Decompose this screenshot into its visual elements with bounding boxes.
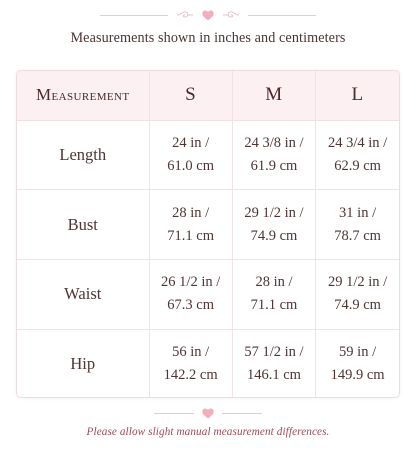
cell-inches: 24 3/8 in /	[244, 134, 304, 151]
cell-waist-l	[316, 259, 399, 329]
header-size-m: M	[232, 71, 315, 120]
size-chart-table	[17, 71, 399, 398]
cell-cm: 146.1 cm	[247, 367, 301, 384]
cell-bust-l	[316, 190, 399, 260]
heart-icon	[202, 10, 214, 21]
cell-inches: 56 in /	[172, 344, 210, 361]
cell-cm: 62.9 cm	[334, 157, 381, 174]
cell-hip-s	[149, 329, 232, 398]
cell-inches: 26 1/2 in /	[161, 274, 221, 291]
swirl-right-icon	[222, 9, 240, 21]
top-ornament	[0, 6, 416, 24]
cell-length-m	[232, 120, 315, 190]
cell-length-l	[316, 120, 399, 190]
cell-inches: 31 in /	[339, 204, 377, 221]
row-label-length: Length	[17, 120, 149, 190]
cell-inches: 59 in /	[339, 344, 377, 361]
row-label-waist: Waist	[17, 259, 149, 329]
cell-inches: 28 in /	[172, 204, 210, 221]
cell-inches: 29 1/2 in /	[327, 274, 388, 291]
header-size-s: S	[149, 71, 232, 120]
table-row	[17, 259, 399, 329]
ornament-line-left	[100, 15, 168, 16]
cell-waist-s	[149, 259, 232, 329]
row-label-hip: Hip	[17, 329, 149, 398]
cell-cm: 61.9 cm	[250, 157, 298, 174]
cell-inches: 24 in /	[172, 134, 210, 151]
cell-cm: 142.2 cm	[163, 367, 218, 384]
cell-cm: 67.3 cm	[167, 297, 215, 314]
header-size-l: L	[316, 71, 399, 120]
subtitle: Measurements shown in inches and centimeters	[70, 30, 346, 46]
cell-inches: 29 1/2 in /	[244, 204, 304, 221]
cell-inches: 57 1/2 in /	[244, 344, 304, 361]
cell-cm: 74.9 cm	[334, 297, 381, 314]
bottom-ornament	[0, 406, 416, 420]
table-header-row	[17, 71, 399, 120]
ornament-line-left	[154, 413, 194, 414]
swirl-left-icon	[176, 9, 194, 21]
header-measurement: Measurement	[17, 71, 149, 120]
cell-cm: 149.9 cm	[330, 367, 385, 384]
cell-cm: 71.1 cm	[250, 297, 298, 314]
cell-bust-m	[232, 190, 315, 260]
footnote: Please allow slight manual measurement differences.	[86, 426, 330, 438]
size-chart-card	[16, 70, 400, 398]
cell-inches: 24 3/4 in /	[327, 134, 388, 151]
cell-cm: 74.9 cm	[250, 227, 298, 244]
cell-hip-m	[232, 329, 315, 398]
cell-length-s	[149, 120, 232, 190]
table-row	[17, 329, 399, 398]
ornament-line-right	[222, 413, 262, 414]
cell-cm: 61.0 cm	[167, 157, 215, 174]
cell-waist-m	[232, 259, 315, 329]
cell-cm: 71.1 cm	[167, 227, 215, 244]
heart-icon	[202, 408, 214, 419]
cell-cm: 78.7 cm	[334, 227, 381, 244]
table-row	[17, 190, 399, 260]
cell-hip-l	[316, 329, 399, 398]
row-label-bust: Bust	[17, 190, 149, 260]
cell-bust-s	[149, 190, 232, 260]
table-row	[17, 120, 399, 190]
ornament-line-right	[248, 15, 316, 16]
cell-inches: 28 in /	[255, 274, 293, 291]
